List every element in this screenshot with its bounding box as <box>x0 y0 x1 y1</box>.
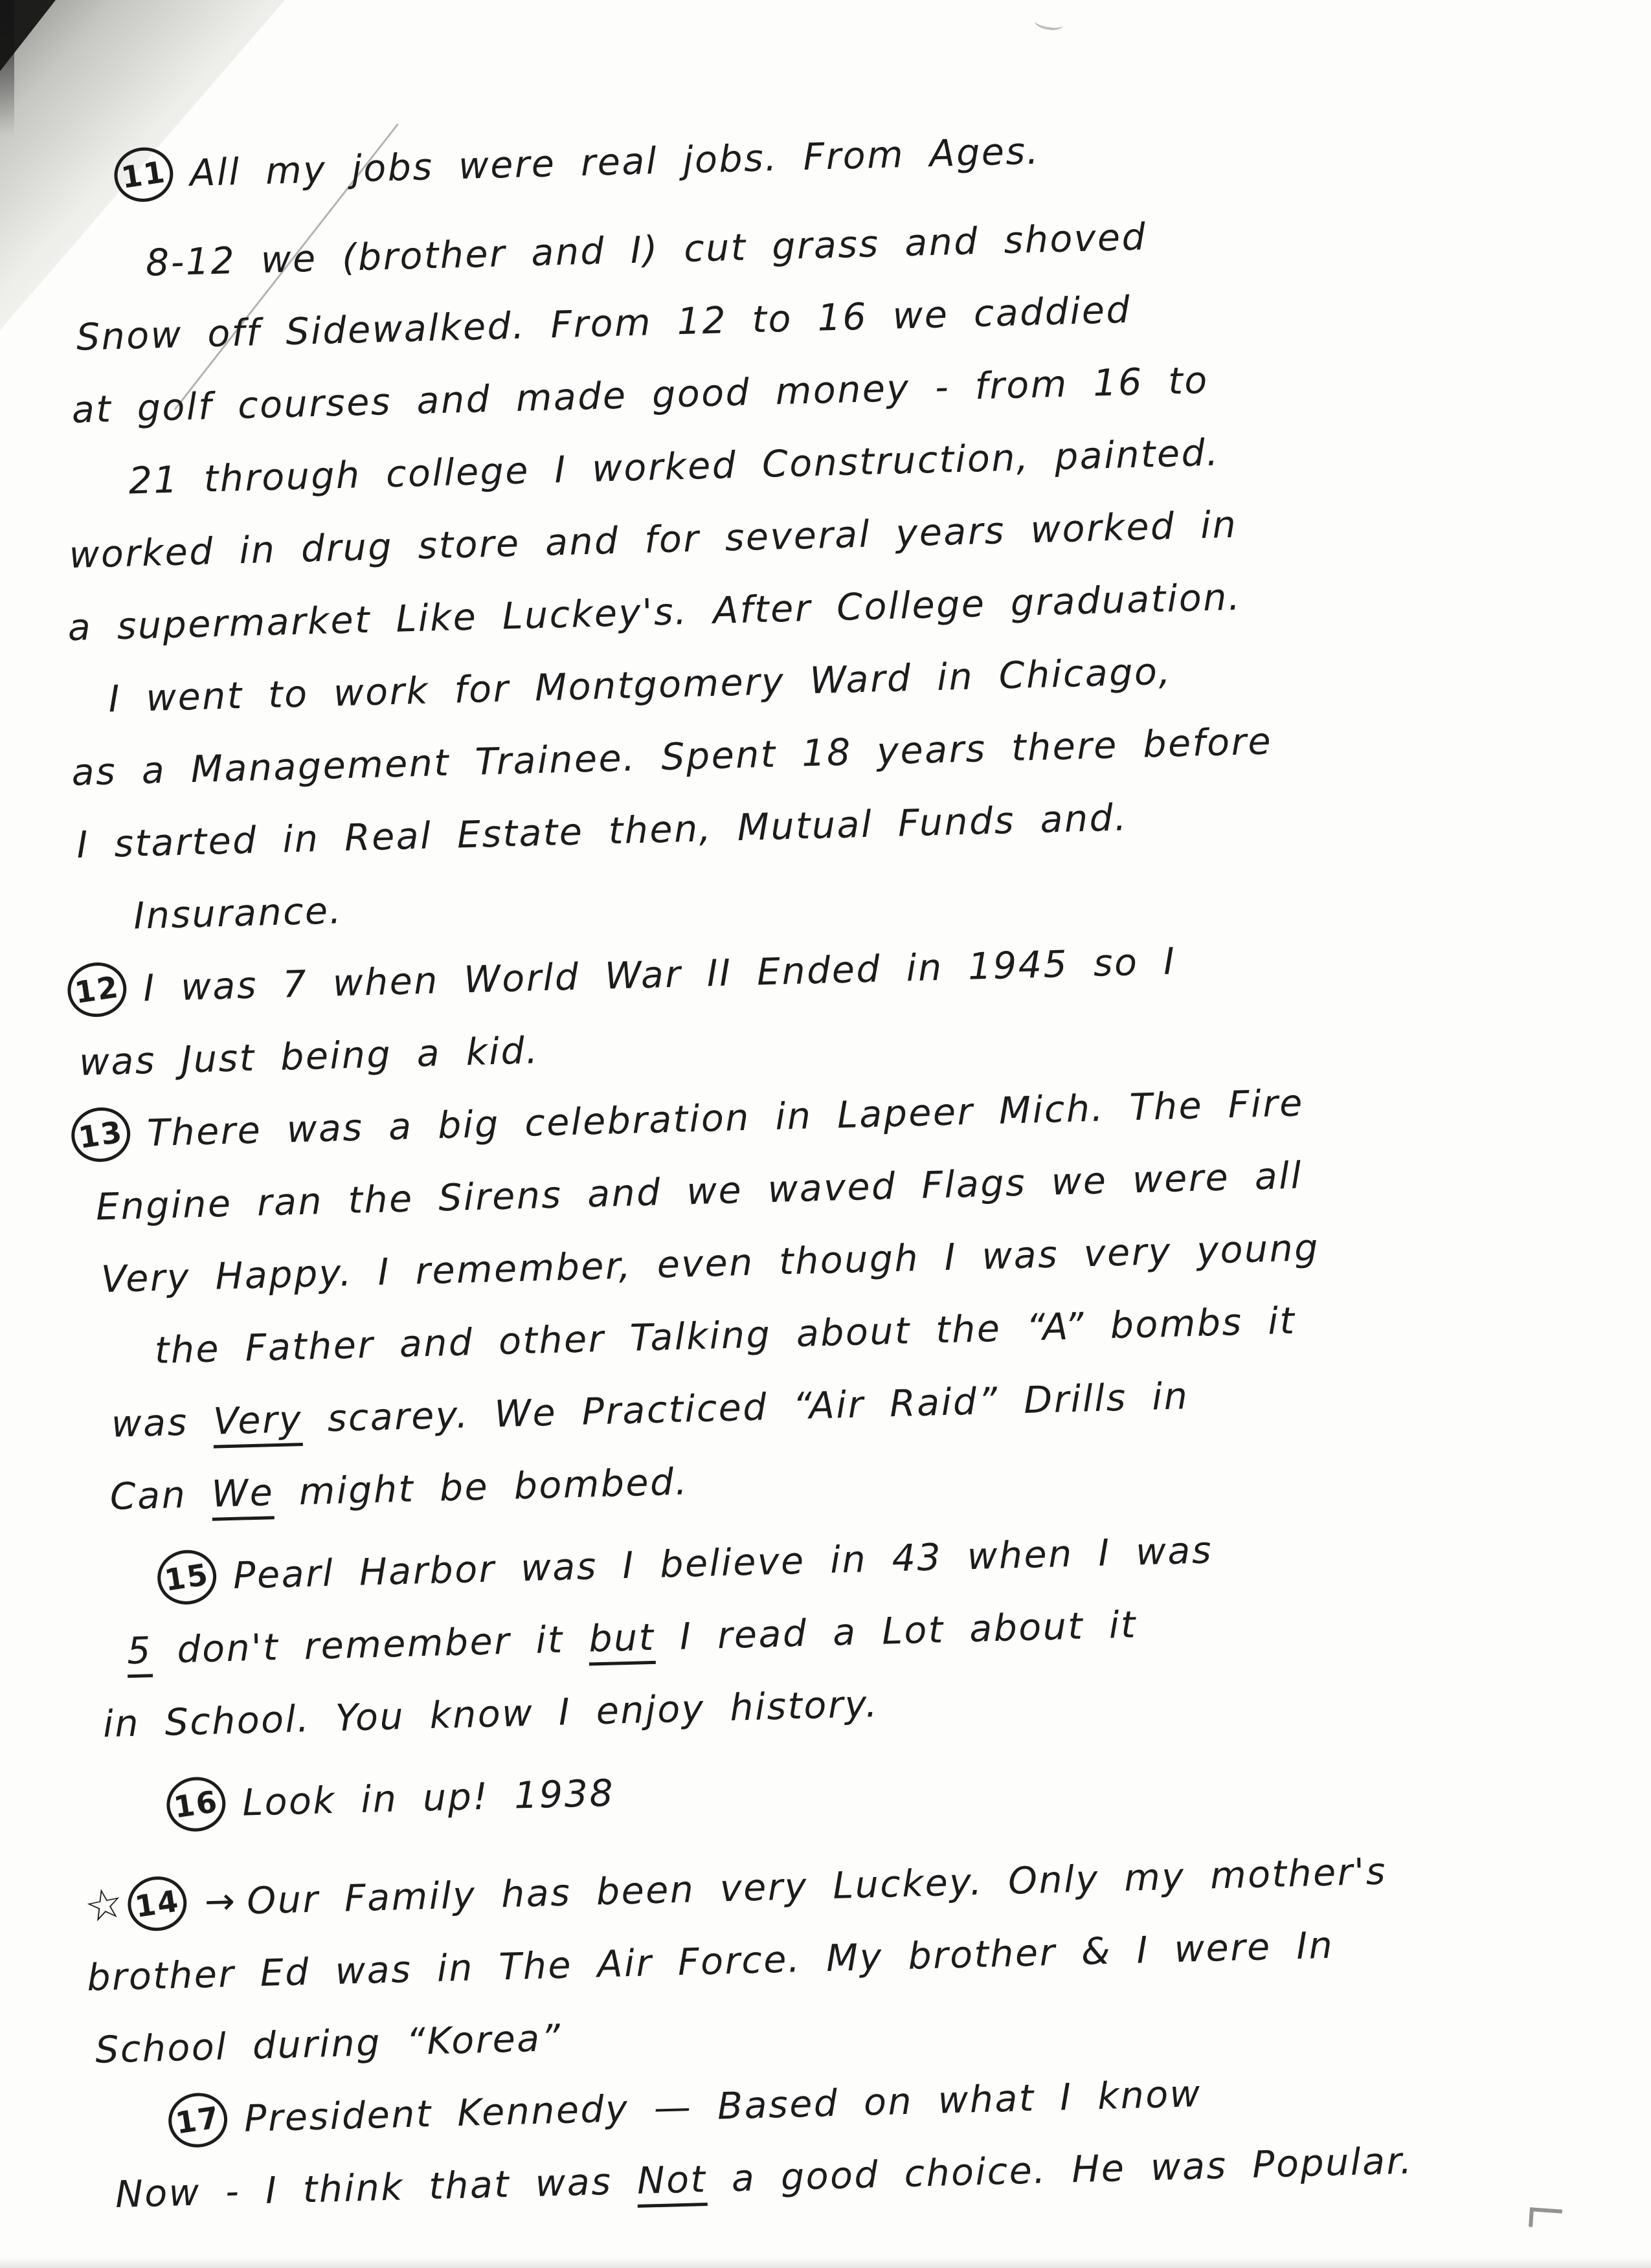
line-text: President Kennedy — Based on what I know <box>243 2072 1202 2140</box>
line-text: Can We might be bombed. <box>109 1463 689 1515</box>
line-text: Insurance. <box>133 889 343 938</box>
line-text: Now - I think that was Not a good choice. He was Popular. <box>115 2139 1414 2216</box>
question-number-circle: 12 <box>64 959 130 1021</box>
handwriting-block <box>39 100 1651 2232</box>
line-text: All my jobs were real jobs. From Ages. <box>189 129 1040 195</box>
line-text: was Just being a kid. <box>78 1028 540 1084</box>
line-text: There was a big celebration in Lapeer Mich. The Fire <box>146 1081 1305 1155</box>
line-text: I started in Real Estate then, Mutual Funds and. <box>76 795 1129 867</box>
line-text: Pearl Harbor was I believe in 43 when I was <box>232 1528 1213 1597</box>
star-icon: ☆ <box>80 1876 130 1933</box>
question-number-circle: 17 <box>164 2089 230 2151</box>
line-text: Look in up! 1938 <box>241 1772 616 1825</box>
line-text: Our Family has been very Luckey. Only my mother's <box>246 1849 1387 1923</box>
line-text: School during “Korea” <box>95 2016 563 2072</box>
question-number-circle: 16 <box>163 1773 229 1836</box>
line-text: was Very scarey. We Practiced “Air Raid” Drills in <box>111 1378 1189 1443</box>
line-text: Very Happy. I remember, even though I was very young <box>100 1226 1320 1301</box>
arrow-icon: → <box>204 1880 238 1924</box>
line-text: Engine ran the Sirens and we waved Flags we were all <box>95 1153 1303 1228</box>
underlined-word: Very <box>212 1398 303 1449</box>
line-text: a supermarket Like Luckey's. After College graduation. <box>67 575 1242 649</box>
line-text: worked in drug store and for several years worked in <box>68 503 1238 577</box>
question-number-circle: 13 <box>68 1104 134 1166</box>
line-text: 8-12 we (brother and I) cut grass and shoved <box>145 215 1147 285</box>
line-text: as a Management Trainee. Spent 18 years there before <box>71 719 1273 794</box>
scan-bottom-smudge <box>0 2258 1651 2268</box>
scan-left-edge-shadow <box>0 0 14 136</box>
scan-mark-top <box>1034 15 1064 32</box>
underlined-word: We <box>211 1471 275 1520</box>
line-text: I went to work for Montgomery Ward in Chicago, <box>107 649 1173 720</box>
line-text: 5 don't remember it but I read a Lot about it <box>126 1606 1137 1670</box>
underlined-word: but <box>588 1616 655 1665</box>
underlined-word: 5 <box>126 1629 153 1678</box>
line-text: I was 7 when World War II Ended in 1945 so I <box>142 939 1177 1010</box>
scan-mark-bottom-right <box>1529 2207 1562 2229</box>
line-text: in School. You know I enjoy history. <box>102 1682 879 1746</box>
line-text: at golf courses and made good money - from 16 to <box>71 359 1209 432</box>
question-number-circle: 15 <box>153 1546 219 1609</box>
line-text: 21 through college I worked Construction, painted. <box>128 430 1220 503</box>
underlined-word: Not <box>636 2158 707 2208</box>
line-text: the Father and other Talking about the “A” bombs it <box>154 1299 1297 1372</box>
question-number-circle: 14 <box>124 1873 190 1935</box>
line-text: Snow off Sidewalked. From 12 to 16 we caddied <box>76 288 1132 359</box>
question-number-circle: 11 <box>111 144 177 206</box>
line-text: brother Ed was in The Air Force. My brother & I were In <box>86 1924 1334 1999</box>
